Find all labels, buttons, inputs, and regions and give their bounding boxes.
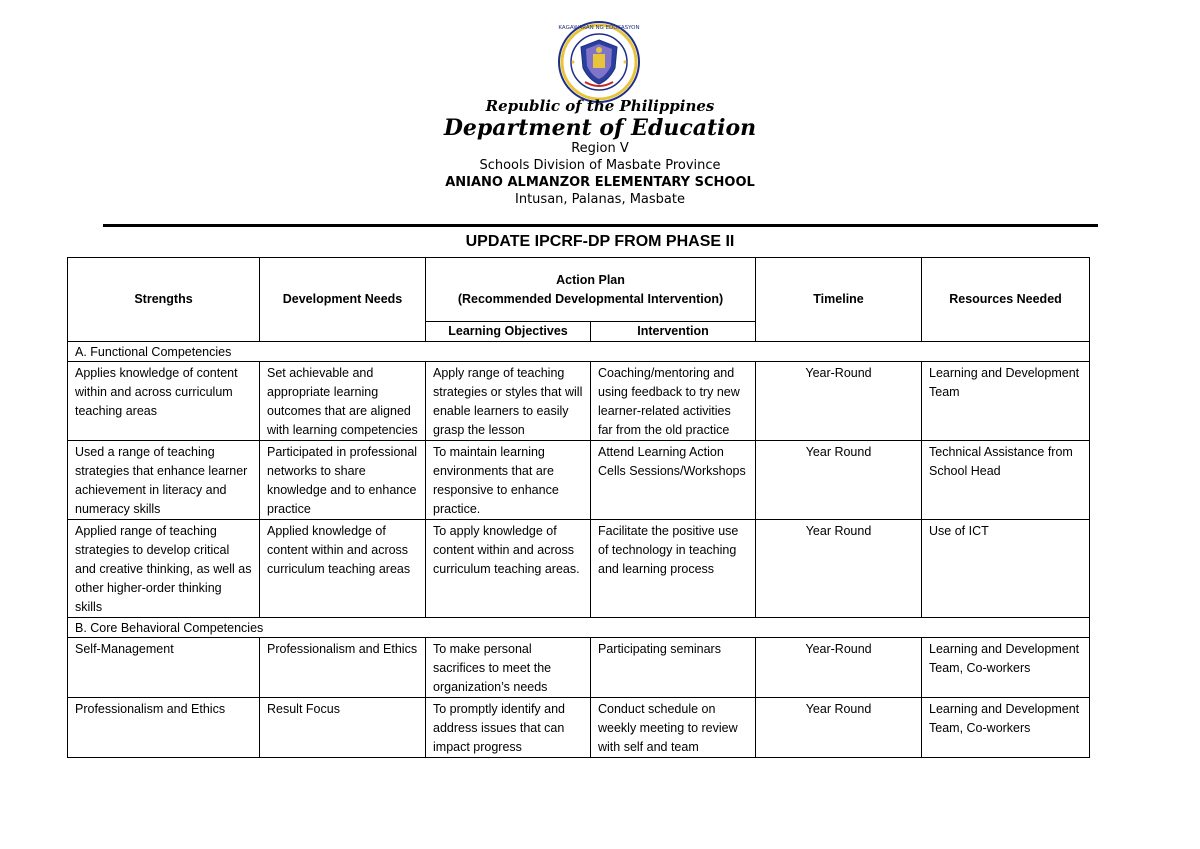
school-name: ANIANO ALMANZOR ELEMENTARY SCHOOL — [445, 175, 755, 190]
division-line: Schools Division of Masbate Province — [479, 158, 721, 173]
header-divider — [103, 224, 1098, 227]
resources-cell: Learning and Development Team — [922, 362, 1090, 441]
header-intervention: Intervention — [591, 322, 756, 342]
timeline-cell: Year-Round — [756, 362, 922, 441]
table-row — [68, 441, 1090, 520]
table-row — [68, 520, 1090, 618]
department-heading: Department of Education — [443, 115, 757, 141]
timeline-cell: Year Round — [756, 520, 922, 618]
intervention-cell: Coaching/mentoring and using feedback to try new learner-related activities far from the old practice — [591, 362, 756, 441]
seal-text: KAGAWARAN NG EDUKASYON — [558, 25, 640, 31]
intervention-cell: Participating seminars — [591, 638, 756, 698]
table-row — [68, 638, 1090, 698]
intervention-cell: Attend Learning Action Cells Sessions/Workshops — [591, 441, 756, 520]
section-title-core-behavioral: B. Core Behavioral Competencies — [68, 618, 1090, 638]
resources-cell: Learning and Development Team, Co-workers — [922, 638, 1090, 698]
learning-objective-cell: Apply range of teaching strategies or styles that will enable learners to easily grasp the lesson — [426, 362, 591, 441]
header-development-needs: Development Needs — [260, 258, 426, 342]
development-need-cell: Participated in professional networks to share knowledge and to enhance practice — [260, 441, 426, 520]
resources-cell: Use of ICT — [922, 520, 1090, 618]
header-learning-objectives: Learning Objectives — [426, 322, 591, 342]
strength-cell: Used a range of teaching strategies that enhance learner achievement in literacy and numeracy skills — [68, 441, 260, 520]
learning-objective-cell: To apply knowledge of content within and across curriculum teaching areas. — [426, 520, 591, 618]
document-title: UPDATE IPCRF-DP FROM PHASE II — [465, 233, 735, 250]
region-line: Region V — [571, 141, 629, 156]
development-need-cell: Applied knowledge of content within and across curriculum teaching areas — [260, 520, 426, 618]
development-need-cell: Result Focus — [260, 698, 426, 758]
resources-cell: Learning and Development Team, Co-workers — [922, 698, 1090, 758]
development-plan-table — [67, 257, 1090, 758]
table-row — [68, 362, 1090, 441]
strength-cell: Applies knowledge of content within and across curriculum teaching areas — [68, 362, 260, 441]
strength-cell: Professionalism and Ethics — [68, 698, 260, 758]
header-strengths: Strengths — [68, 258, 260, 342]
resources-cell: Technical Assistance from School Head — [922, 441, 1090, 520]
timeline-cell: Year-Round — [756, 638, 922, 698]
action-plan-label: Action Plan — [556, 272, 625, 287]
deped-seal-logo — [557, 20, 641, 104]
header-action-plan — [426, 258, 756, 322]
action-plan-sublabel: (Recommended Developmental Intervention) — [457, 291, 724, 306]
timeline-cell: Year Round — [756, 441, 922, 520]
intervention-cell: Facilitate the positive use of technology in teaching and learning process — [591, 520, 756, 618]
header-resources: Resources Needed — [922, 258, 1090, 342]
intervention-cell: Conduct schedule on weekly meeting to review with self and team — [591, 698, 756, 758]
school-address: Intusan, Palanas, Masbate — [515, 192, 685, 207]
development-need-cell: Professionalism and Ethics — [260, 638, 426, 698]
development-need-cell: Set achievable and appropriate learning outcomes that are aligned with learning competencies — [260, 362, 426, 441]
strength-cell: Applied range of teaching strategies to develop critical and creative thinking, as well as other higher-order thinking skills — [68, 520, 260, 618]
strength-cell: Self-Management — [68, 638, 260, 698]
section-title-functional: A. Functional Competencies — [68, 342, 1090, 362]
timeline-cell: Year Round — [756, 698, 922, 758]
table-row — [68, 698, 1090, 758]
learning-objective-cell: To make personal sacrifices to meet the organization’s needs — [426, 638, 591, 698]
learning-objective-cell: To promptly identify and address issues that can impact progress — [426, 698, 591, 758]
republic-heading: Republic of the Philippines — [485, 97, 715, 115]
header-timeline: Timeline — [756, 258, 922, 342]
learning-objective-cell: To maintain learning environments that are responsive to enhance practice. — [426, 441, 591, 520]
